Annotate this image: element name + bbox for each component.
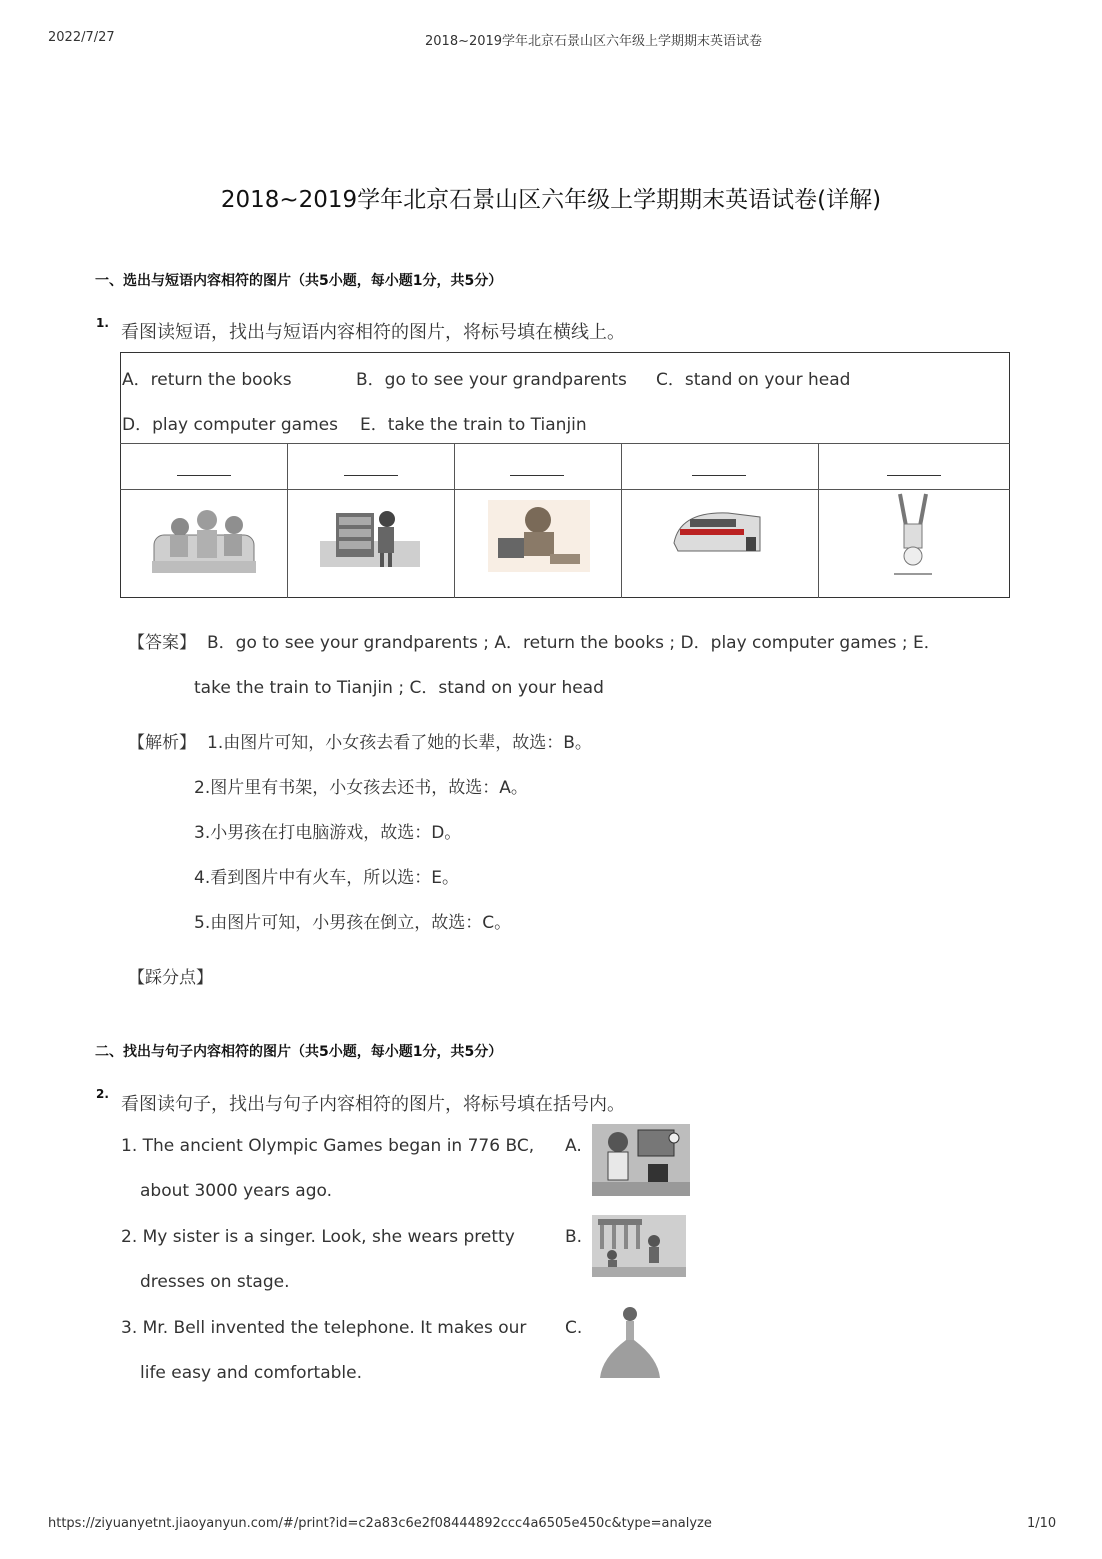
print-date: 2022/7/27 [48, 30, 115, 45]
section-1-heading: 一、选出与短语内容相符的图片（共5小题，每小题1分，共5分） [95, 273, 503, 289]
singer-dress-image [598, 1302, 662, 1380]
analysis-item-4: 4.看到图片中有火车，所以选：E。 [194, 868, 459, 888]
sentence-1-line-1: 1. The ancient Olympic Games began in 776 BC, [121, 1136, 535, 1156]
handstand-image [880, 490, 946, 578]
girl-room-image [592, 1124, 690, 1196]
option-b: B．go to see your grandparents [356, 370, 627, 390]
table-divider [120, 489, 1010, 490]
answer-line-1: B．go to see your grandparents ; A．return the books ; D．play computer games ; E． [207, 633, 941, 653]
picture-b-label: B. [565, 1227, 583, 1247]
option-a: A．return the books [122, 370, 292, 390]
answer-blank-1[interactable] [177, 475, 231, 476]
print-page-number: 1/10 [1027, 1516, 1057, 1531]
analysis-item-1: 1.由图片可知，小女孩去看了她的长辈，故选：B。 [207, 733, 592, 753]
answer-line-2: take the train to Tianjin ; C．stand on your head [194, 678, 604, 698]
boy-computer-image [488, 500, 590, 572]
option-d: D．play computer games [122, 415, 338, 435]
question-2-prompt: 看图读句子，找出与句子内容相符的图片，将标号填在括号内。 [121, 1094, 625, 1115]
table-column-line [818, 443, 819, 598]
print-page-title: 2018~2019学年北京石景山区六年级上学期期末英语试卷 [425, 34, 763, 49]
sentence-3-line-2: life easy and comfortable. [140, 1363, 363, 1383]
analysis-label: 【解析】 [128, 733, 196, 753]
sentence-3-line-1: 3. Mr. Bell invented the telephone. It makes our [121, 1318, 527, 1338]
picture-a-label: A. [565, 1136, 582, 1156]
sentence-2-line-1: 2. My sister is a singer. Look, she wears pretty [121, 1227, 515, 1247]
analysis-item-3: 3.小男孩在打电脑游戏，故选：D。 [194, 823, 462, 843]
answer-blank-5[interactable] [887, 475, 941, 476]
answer-label: 【答案】 [128, 633, 196, 653]
girl-bookshelf-image [320, 507, 422, 569]
table-column-line [287, 443, 288, 598]
table-divider [120, 443, 1010, 444]
question-1-number: 1. [96, 316, 109, 330]
family-sofa-image [152, 505, 257, 575]
sentence-2-line-2: dresses on stage. [140, 1272, 290, 1292]
option-e: E．take the train to Tianjin [360, 415, 587, 435]
section-2-heading: 二、找出与句子内容相符的图片（共5小题，每小题1分，共5分） [95, 1044, 503, 1060]
document-title: 2018~2019学年北京石景山区六年级上学期期末英语试卷(详解) [220, 187, 882, 213]
answer-blank-3[interactable] [510, 475, 564, 476]
print-url: https://ziyuanyetnt.jiaoyanyun.com/#/print?id=c2a83c6e2f08444892ccc4a6505e450c&type=analyze [48, 1516, 712, 1531]
analysis-item-5: 5.由图片可知，小男孩在倒立，故选：C。 [194, 913, 512, 933]
answer-blank-4[interactable] [692, 475, 746, 476]
option-c: C．stand on your head [656, 370, 851, 390]
table-column-line [621, 443, 622, 598]
scoring-points-label: 【踩分点】 [128, 968, 213, 988]
question-1-prompt: 看图读短语，找出与短语内容相符的图片，将标号填在横线上。 [121, 322, 625, 343]
ancient-olympics-image [592, 1215, 686, 1277]
table-column-line [454, 443, 455, 598]
answer-blank-2[interactable] [344, 475, 398, 476]
question-2-number: 2. [96, 1087, 109, 1101]
picture-c-label: C. [565, 1318, 583, 1338]
train-image [670, 503, 766, 561]
analysis-item-2: 2.图片里有书架，小女孩去还书，故选：A。 [194, 778, 528, 798]
sentence-1-line-2: about 3000 years ago. [140, 1181, 333, 1201]
